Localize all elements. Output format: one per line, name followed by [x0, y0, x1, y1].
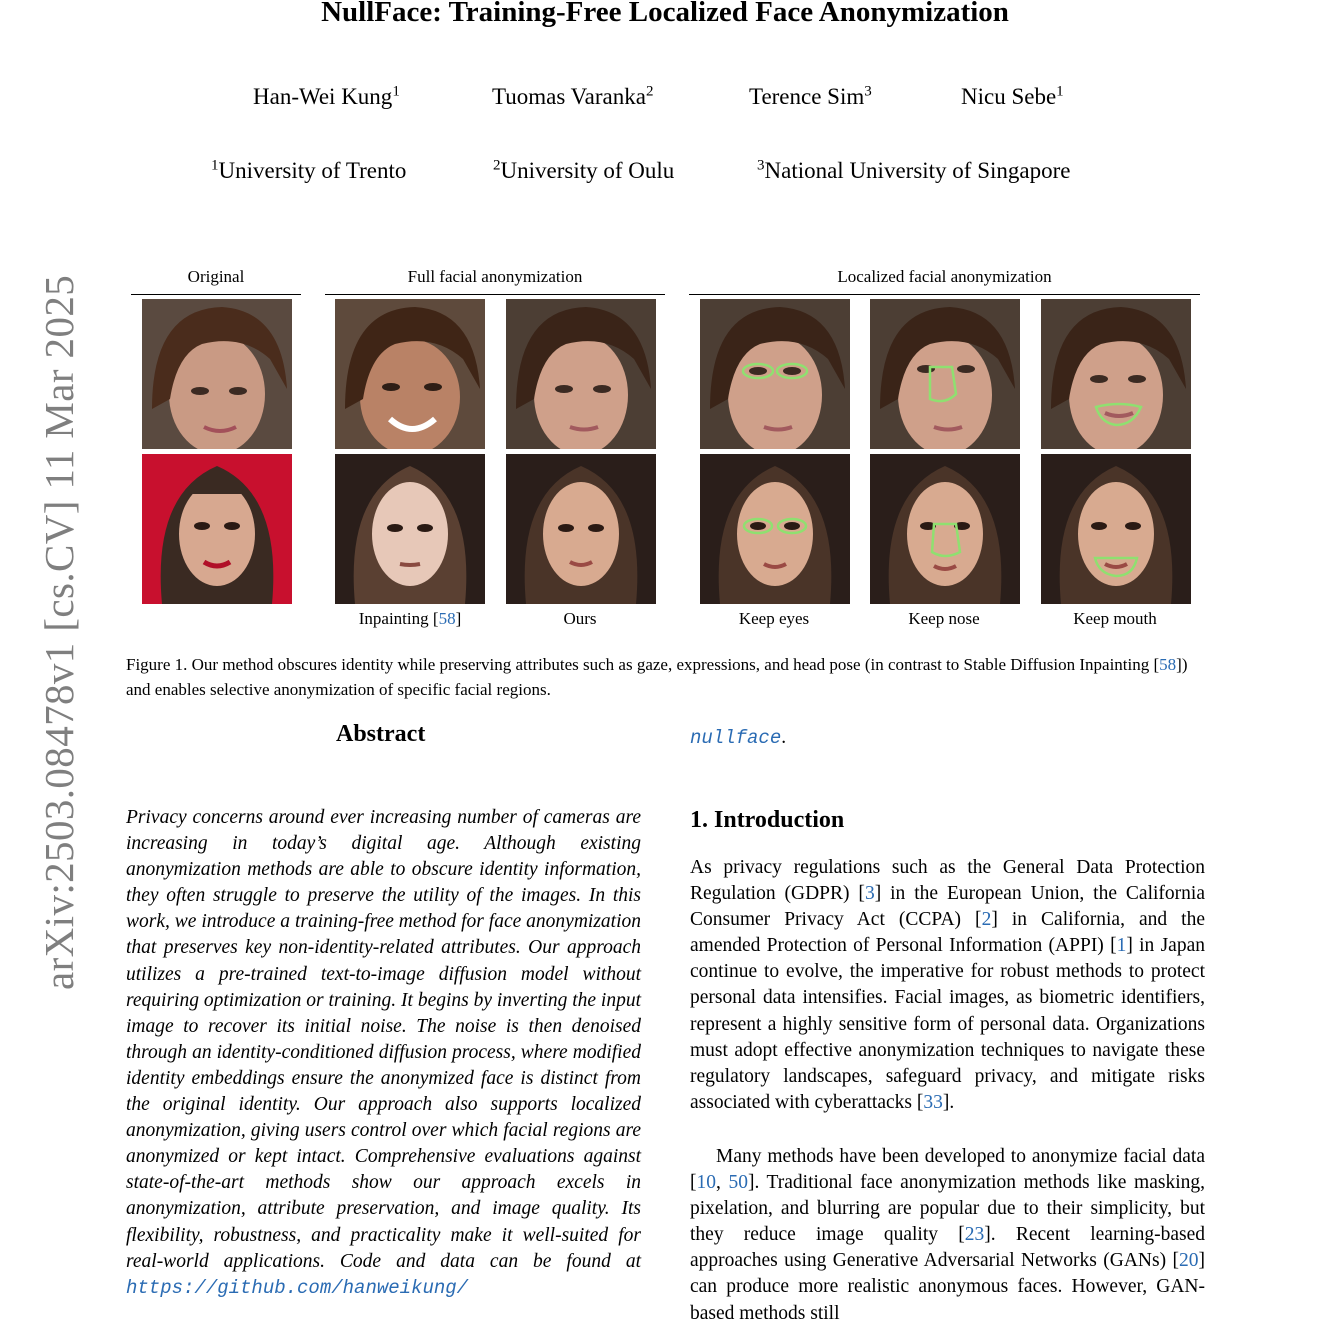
- header-original: Original: [187, 267, 245, 286]
- label-ours: Ours: [563, 609, 597, 628]
- header-rule-original: [131, 294, 301, 295]
- face-r1-inpainting: [335, 299, 485, 449]
- abstract-body: Privacy concerns around ever increasing number of cameras are increasing in today’s digital age. Although existing anonymization methods are able to obscure identity information, they often struggle to preserve the utility of the images. In this work, we introduce a training-free method for face anonymization that preserves key non-identity-related attributes. Our approach utilizes a pre-trained text-to-image diffusion model without requiring optimization or training. It begins by inverting the input image to recover its initial noise. The noise is then denoised through an identity-conditioned diffusion process, where modified identity embeddings ensure the anonymized face is distinct from the original identity. Our approach also supports localized anonymization, giving users control over which facial regions are anonymized or kept intact. Comprehensive evaluations against state-of-the-art methods show our approach excels in anonymization, attribute preservation, and image quality. Its flexibility, robustness, and practicality make it well-suited for real-world applications. Code and data can be found at https://github.com/hanweikung/: [126, 807, 641, 1299]
- citation-link[interactable]: 58: [438, 609, 456, 628]
- code-url-link[interactable]: https://github.com/hanweikung/: [126, 1276, 469, 1299]
- face-r1-ours: [506, 299, 656, 449]
- face-r2-keep-mouth: [1041, 454, 1191, 604]
- citation-link[interactable]: 20: [1179, 1250, 1199, 1272]
- citation-link[interactable]: 33: [923, 1091, 943, 1113]
- intro-paragraph-2: Many methods have been developed to anonymize facial data [10, 50]. Traditional face anonymization methods like masking, pixelation, and blurring are popular due to their simplicity, but they reduce image quality [23]. Recent learning-based approaches using Generative Adversarial Networks (GANs) [20] can produce more realistic anonymous faces. However, GAN-based methods still: [690, 1146, 1205, 1324]
- author-2: Tuomas Varanka$^2$: [492, 83, 654, 109]
- header-localized: Localized facial anonymization: [837, 267, 1052, 286]
- face-r2-original: [142, 454, 292, 604]
- citation-link[interactable]: 2: [981, 909, 992, 931]
- abstract-heading: Abstract: [336, 721, 426, 747]
- label-inpainting: Inpainting [58]: [358, 609, 462, 628]
- label-keep-mouth: Keep mouth: [1073, 609, 1157, 628]
- citation-link[interactable]: 3: [864, 883, 875, 905]
- face-r2-keep-eyes: [700, 454, 850, 604]
- face-r2-keep-nose: [870, 454, 1020, 604]
- paper-title: NullFace: Training-Free Localized Face Anonymization: [321, 0, 1009, 28]
- intro-paragraph-1: As privacy regulations such as the General Data Protection Regulation (GDPR) [3] in the European Union, the California Consumer Privacy Act (CCPA) [2] in California, and the amended Protection of Personal Information (APPI) [1] in Japan continue to evolve, the imperative for robust methods to protect personal data intensifies. Facial images, as biometric identifiers, represent a highly sensitive form of personal data. Organizations must adopt effective anonymization techniques to navigate these regulatory landscapes, safeguard privacy, and mitigate risks associated with cyberattacks [33].: [690, 857, 1205, 1113]
- citation-link[interactable]: 23: [964, 1224, 985, 1246]
- arxiv-stamp: arXiv:2503.08478v1 [cs.CV] 11 Mar 2025: [36, 274, 82, 990]
- code-url-link-cont[interactable]: nullface: [690, 727, 782, 749]
- introduction-heading: 1. Introduction: [690, 807, 845, 833]
- citation-link[interactable]: 10: [696, 1172, 716, 1194]
- citation-link[interactable]: 1: [1116, 935, 1127, 957]
- header-rule-localized: [689, 294, 1200, 295]
- header-rule-full: [325, 294, 665, 295]
- header-full: Full facial anonymization: [407, 267, 583, 286]
- citation-link[interactable]: 50: [728, 1172, 748, 1194]
- author-3: Terence Sim$^3$: [749, 83, 872, 109]
- label-keep-nose: Keep nose: [908, 609, 980, 628]
- face-r2-ours: [506, 454, 656, 604]
- face-r1-keep-mouth: [1041, 299, 1191, 449]
- affiliation-3: $^3$National University of Singapore: [757, 157, 1071, 183]
- face-r1-keep-eyes: [700, 299, 850, 449]
- citation-link[interactable]: 58: [1159, 655, 1177, 674]
- label-keep-eyes: Keep eyes: [738, 609, 810, 628]
- figure-caption: Figure 1. Our method obscures identity while preserving attributes such as gaze, expressions, and head pose (in contrast to Stable Diffusion Inpainting [58]) and enables selective anonymization of specific facial regions.: [126, 655, 1188, 699]
- affiliation-1: $^1$University of Trento: [211, 157, 407, 183]
- author-1: Han-Wei Kung$^1$: [253, 83, 400, 109]
- code-url-continuation: nullface.: [690, 727, 787, 749]
- face-r1-original: [142, 299, 292, 449]
- author-4: Nicu Sebe$^1$: [961, 83, 1064, 109]
- face-r1-keep-nose: [870, 299, 1020, 449]
- affiliation-2: $^2$University of Oulu: [493, 157, 675, 183]
- face-r2-inpainting: [335, 454, 485, 604]
